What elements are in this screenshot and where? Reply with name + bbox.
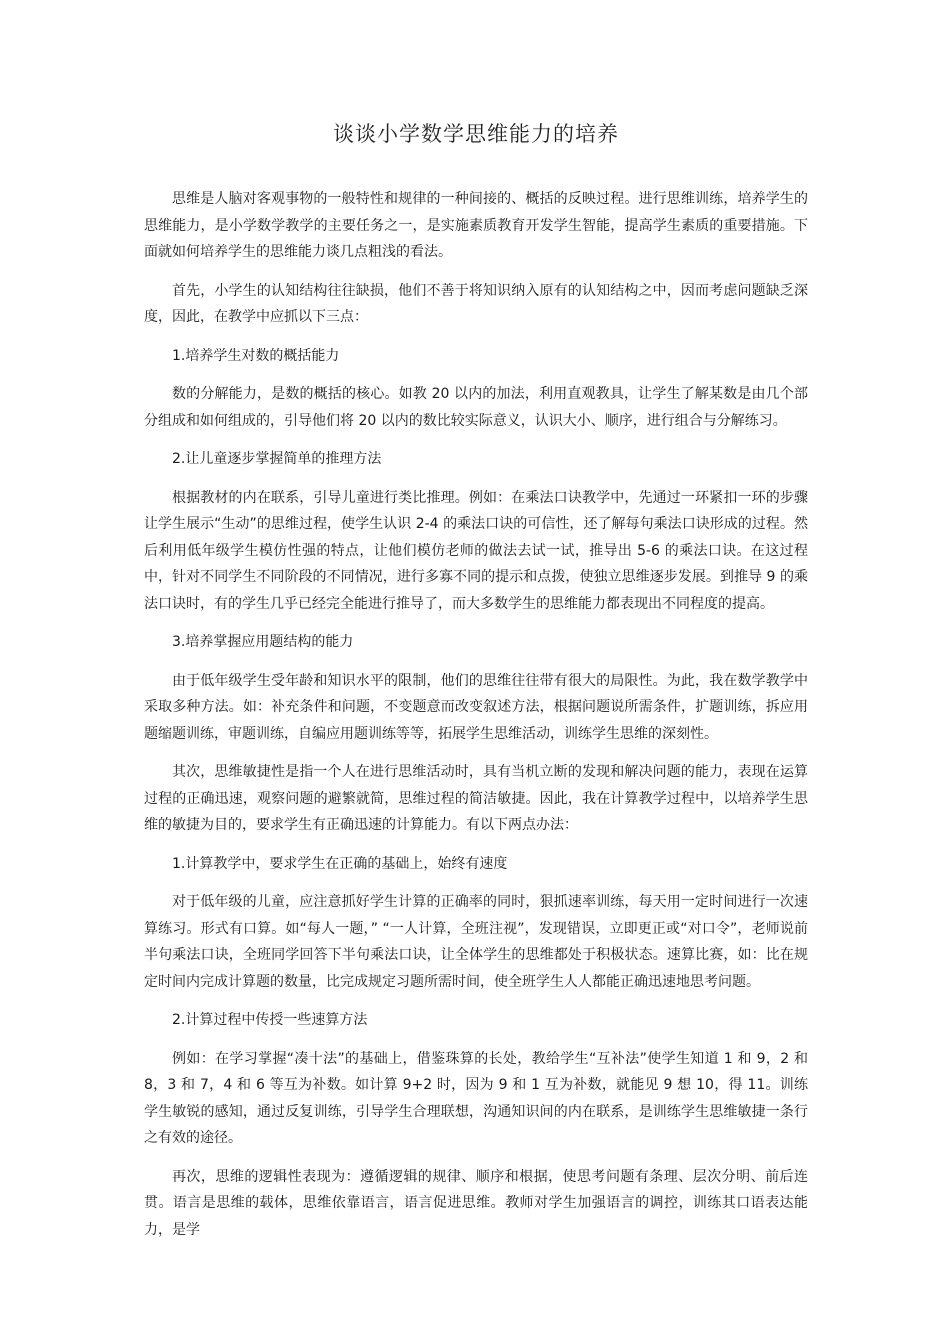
subheading-2-1: 1.计算教学中，要求学生在正确的基础上，始终有速度 <box>172 855 508 872</box>
paragraph-speed-training: 对于低年级的儿童，应注意抓好学生计算的正确率的同时，狠抓速率训练，每天用一定时间进行一次速算练习。形式有口算。如“每人一题，” “一人计算，全班注视”，发现错误，立即更正或“对口令”，老师说前半句乘法口诀，全班同学回答下半句乘法口诀，让全体学生的思维都处于积极状态。速算比赛，如：比在规定时间内完成计算题的数量，比完成规定习题所需时间，使全班学生人人都能正确迅速地思考问题。 <box>144 894 808 990</box>
document-title: 谈谈小学数学思维能力的培养 <box>333 122 619 146</box>
paragraph-reasoning: 根据教材的内在联系，引导儿童进行类比推理。例如：在乘法口诀教学中，先通过一环紧扣一环的步骤让学生展示“生动”的思维过程，使学生认识 2-4 的乘法口诀的可信性，还了解每句乘法口诀形成的过程。然后利用低年级学生模仿性强的特点，让他们模仿老师的做法去试一试，推导出 5-6 的乘法口诀。在这过程中，针对不同学生不同阶段的不同情况，进行多寡不同的提示和点拨，使独立思维逐步发展。到推导 9 的乘法口诀时，有的学生几乎已经完全能进行推导了，而大多数学生的思维能力都表现出不同程度的提高。 <box>144 489 808 612</box>
subheading-2-2: 2.计算过程中传授一些速算方法 <box>172 1012 368 1028</box>
subheading-1-1: 1.培养学生对数的概括能力 <box>172 347 340 364</box>
paragraph-number-concept: 数的分解能力，是数的概括的核心。如教 20 以内的加法，利用直观教具，让学生了解某数是由几个部分组成和如何组成的，引导他们将 20 以内的数比较实际意义，认识大小、顺序，进行组合与分解练习。 <box>144 386 808 429</box>
paragraph-quick-methods: 例如：在学习掌握“凑十法”的基础上，借鉴珠算的长处，教给学生“互补法”使学生知道 1 和 9，2 和 8，3 和 7，4 和 6 等互为补数。如计算 9+2 时，因为 9 和 1 互为补数，就能见 9 想 10，得 11。训练学生敏锐的感知，通过反复训练，引导学生合理联想，沟通知识间的内在联系，是训练学生思维敏捷一条行之有效的途径。 <box>144 1050 808 1146</box>
paragraph-second-point: 其次，思维敏捷性是指一个人在进行思维活动时，具有当机立断的发现和解决问题的能力，表现在运算过程的正确迅速，观察问题的避繁就简，思维过程的简洁敏捷。因此，我在计算教学过程中，以培养学生思维的敏捷为目的，要求学生有正确迅速的计算能力。有以下两点办法： <box>144 764 808 833</box>
subheading-1-3: 3.培养掌握应用题结构的能力 <box>172 634 354 650</box>
paragraph-third-point: 再次，思维的逻辑性表现为：遵循逻辑的规律、顺序和根据，使思考问题有条理、层次分明、前后连贯。语言是思维的载体，思维依靠语言，语言促进思维。教师对学生加强语言的调控，训练其口语表达能力，是学 <box>144 1168 808 1238</box>
subheading-1-2: 2.让儿童逐步掌握简单的推理方法 <box>172 451 382 467</box>
document-page <box>144 118 808 1255</box>
paragraph-word-problems: 由于低年级学生受年龄和知识水平的限制，他们的思维往往带有很大的局限性。为此，我在数学教学中采取多种方法。如：补充条件和问题，不变题意而改变叙述方法，根据问题说所需条件，扩题训练，拆应用题缩题训练，审题训练，自编应用题训练等等，拓展学生思维活动，训练学生思维的深刻性。 <box>144 672 808 742</box>
paragraph-intro: 思维是人脑对客观事物的一般特性和规律的一种间接的、概括的反映过程。进行思维训练，培养学生的思维能力，是小学数学教学的主要任务之一，是实施素质教育开发学生智能，提高学生素质的重要措施。下面就如何培养学生的思维能力谈几点粗浅的看法。 <box>144 191 808 260</box>
paragraph-first-point: 首先，小学生的认知结构往往缺损，他们不善于将知识纳入原有的认知结构之中，因而考虑问题缺乏深度，因此，在教学中应抓以下三点： <box>144 282 808 325</box>
